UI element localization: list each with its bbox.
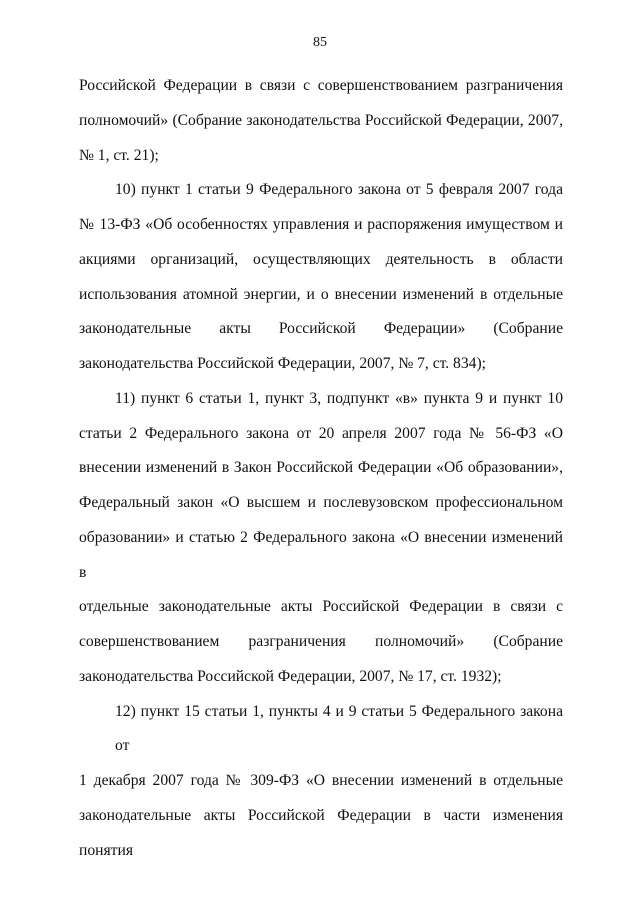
text-line: 12) пункт 15 статьи 1, пункты 4 и 9 статьи 5 Федерального закона от [115, 702, 563, 755]
text-line: акциями организаций, осуществляющих деятельность в области [79, 250, 563, 268]
text-line: образовании» и статью 2 Федерального закона «О внесении изменений в [79, 528, 563, 581]
paragraph-item-10 [79, 173, 563, 382]
text-line: полномочий» (Собрание законодательства Российской Федерации, 2007, [79, 111, 563, 129]
text-line: 11) пункт 6 статьи 1, пункт 3, подпункт «в» пункта 9 и пункт 10 [115, 389, 563, 407]
text-line: 10) пункт 1 статьи 9 Федерального закона от 5 февраля 2007 года [115, 181, 563, 199]
text-line: законодательства Российской Федерации, 2007, № 7, ст. 834); [79, 355, 486, 372]
paragraph-item-11 [79, 382, 563, 695]
text-line: № 1, ст. 21); [79, 146, 159, 164]
text-line: отдельные законодательные акты Российской Федерации в связи с [79, 598, 563, 616]
paragraph-continuation [79, 69, 563, 173]
text-line: использования атомной энергии, и о внесении изменений в отдельные [79, 285, 563, 303]
text-line: законодательные акты Российской Федерации» (Собрание [79, 320, 563, 338]
text-line: Российской Федерации в связи с совершенствованием разграничения [79, 77, 563, 94]
text-line: 1 декабря 2007 года № 309-ФЗ «О внесении изменений в отдельные [79, 772, 563, 789]
document-body [79, 69, 563, 868]
text-line: Федеральный закон «О высшем и послевузовском профессиональном [79, 494, 563, 511]
text-line: внесении изменений в Закон Российской Федерации «Об образовании», [79, 459, 563, 477]
text-line: законодательные акты Российской Федерации в части изменения понятия [79, 806, 563, 859]
text-line: № 13-ФЗ «Об особенностях управления и распоряжения имуществом и [79, 216, 563, 233]
text-line: законодательства Российской Федерации, 2007, № 17, ст. 1932); [79, 667, 502, 685]
text-line: статьи 2 Федерального закона от 20 апреля 2007 года № 56-ФЗ «О [79, 424, 563, 442]
paragraph-item-12 [79, 695, 563, 869]
page-number: 85 [313, 35, 327, 50]
text-line: совершенствованием разграничения полномочий» (Собрание [79, 633, 563, 650]
